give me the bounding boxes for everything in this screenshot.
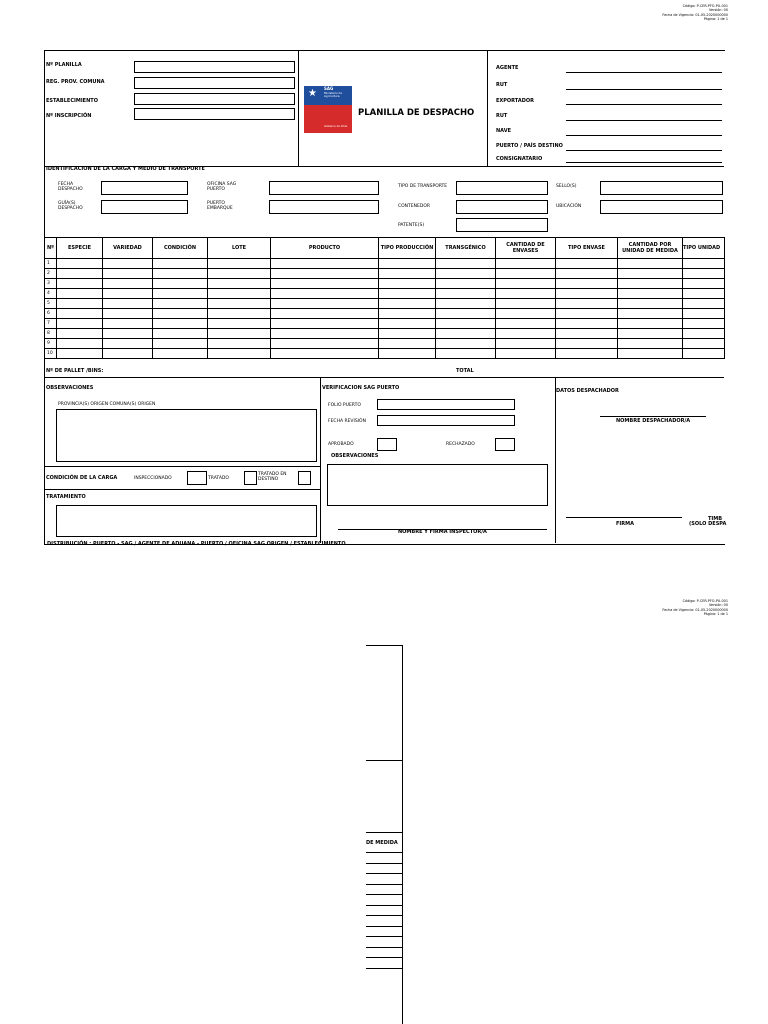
table-cell[interactable] bbox=[103, 349, 153, 359]
table-cell[interactable] bbox=[436, 329, 496, 339]
col-header: CONDICIÓN bbox=[153, 238, 208, 259]
table-cell[interactable] bbox=[271, 299, 379, 309]
table-cell[interactable] bbox=[496, 259, 556, 269]
table-cell[interactable] bbox=[436, 269, 496, 279]
table-cell[interactable] bbox=[496, 349, 556, 359]
table-cell[interactable] bbox=[103, 289, 153, 299]
table-cell[interactable] bbox=[208, 349, 271, 359]
logo-text-4: Gobierno de Chile bbox=[324, 125, 348, 128]
table-cell[interactable] bbox=[436, 289, 496, 299]
doc-code: Código: P-CER-PFO-PU-001 bbox=[682, 4, 728, 8]
guia-despacho-input[interactable] bbox=[101, 200, 188, 214]
inspector-signature-label: NOMBRE Y FIRMA INSPECTOR/A bbox=[398, 529, 487, 535]
label-oficina-sag: OFICINA SAG PUERTO bbox=[207, 182, 237, 192]
despachador-signature-line[interactable] bbox=[566, 517, 682, 518]
table-cell[interactable] bbox=[683, 299, 725, 309]
table-cell[interactable] bbox=[618, 319, 683, 329]
table-cell[interactable] bbox=[496, 289, 556, 299]
table-cell[interactable] bbox=[618, 349, 683, 359]
table-cell[interactable] bbox=[379, 259, 436, 269]
table-cell[interactable] bbox=[153, 349, 208, 359]
table-cell[interactable] bbox=[103, 309, 153, 319]
field-label-rut-agente: RUT bbox=[496, 82, 508, 88]
form-title: PLANILLA DE DESPACHO bbox=[358, 108, 475, 118]
logo-blue-block bbox=[304, 86, 322, 105]
table-cell[interactable] bbox=[556, 289, 618, 299]
oficina-sag-input[interactable] bbox=[269, 181, 379, 195]
pallet-label: Nº DE PALLET /BINS: bbox=[46, 368, 104, 374]
field-label-exportador: EXPORTADOR bbox=[496, 98, 534, 104]
logo-star-icon: ★ bbox=[308, 88, 317, 99]
table-cell[interactable] bbox=[208, 329, 271, 339]
table-cell[interactable] bbox=[153, 289, 208, 299]
divider bbox=[298, 50, 299, 166]
table-cell[interactable] bbox=[153, 309, 208, 319]
col-header: CANTIDAD POR UNIDAD DE MEDIDA bbox=[618, 238, 683, 259]
table-cell[interactable] bbox=[153, 319, 208, 329]
page2-row-line bbox=[366, 884, 402, 885]
table-cell[interactable] bbox=[208, 279, 271, 289]
table-cell[interactable] bbox=[436, 279, 496, 289]
field-label-puerto-destino: PUERTO / PAÍS DESTINO bbox=[496, 143, 563, 149]
table-cell[interactable] bbox=[271, 279, 379, 289]
table-cell[interactable] bbox=[496, 299, 556, 309]
divider bbox=[44, 489, 320, 490]
page2-row-line bbox=[366, 894, 402, 895]
table-cell[interactable] bbox=[103, 269, 153, 279]
table-cell[interactable] bbox=[683, 289, 725, 299]
table-cell[interactable] bbox=[556, 299, 618, 309]
field-label-nave: NAVE bbox=[496, 128, 511, 134]
table-cell[interactable] bbox=[379, 289, 436, 299]
reg-prov-input[interactable] bbox=[134, 77, 295, 89]
table-cell[interactable] bbox=[436, 259, 496, 269]
doc-page: Página: 1 de 1 bbox=[703, 16, 728, 21]
ubicacion-input[interactable] bbox=[600, 200, 723, 214]
table-cell[interactable] bbox=[153, 299, 208, 309]
exportador-line[interactable] bbox=[566, 104, 722, 105]
despachador-name-line[interactable] bbox=[600, 416, 706, 417]
tratamiento-textarea[interactable] bbox=[56, 505, 317, 537]
logo-red-block bbox=[304, 105, 352, 133]
condicion-title: CONDICIÓN DE LA CARGA bbox=[46, 475, 118, 481]
table-cell[interactable] bbox=[618, 259, 683, 269]
table-cell[interactable] bbox=[379, 299, 436, 309]
table-cell[interactable] bbox=[683, 349, 725, 359]
table-cell[interactable] bbox=[103, 339, 153, 349]
logo-text-1: SAG bbox=[324, 86, 334, 91]
table-cell[interactable] bbox=[57, 339, 103, 349]
folio-puerto-input[interactable] bbox=[377, 399, 515, 410]
verificacion-observaciones-label: OBSERVACIONES bbox=[331, 453, 379, 459]
planilla-input[interactable] bbox=[134, 61, 295, 73]
table-cell[interactable] bbox=[379, 349, 436, 359]
consignatario-line[interactable] bbox=[566, 162, 722, 163]
patente-input[interactable] bbox=[456, 218, 548, 232]
col-header: VARIEDAD bbox=[103, 238, 153, 259]
table-header-row bbox=[45, 238, 725, 259]
page2-header-label: DE MEDIDA bbox=[366, 840, 398, 846]
field-label-rut-exportador: RUT bbox=[496, 113, 508, 119]
page2-row-line bbox=[366, 947, 402, 948]
despachador-signature-label: FIRMA bbox=[616, 521, 634, 527]
table-cell[interactable] bbox=[618, 299, 683, 309]
table-row bbox=[45, 349, 725, 359]
table-cell[interactable] bbox=[556, 319, 618, 329]
provincia-origen-label: PROVINCIA(S) ORIGEN COMUNA(S) ORIGEN bbox=[58, 402, 156, 407]
verificacion-observaciones-textarea[interactable] bbox=[327, 464, 548, 506]
table-cell[interactable] bbox=[57, 259, 103, 269]
row-number: 4 bbox=[45, 289, 57, 299]
table-cell[interactable] bbox=[618, 329, 683, 339]
table-cell[interactable] bbox=[618, 339, 683, 349]
label-tipo-transporte: TIPO DE TRANSPORTE bbox=[398, 184, 448, 189]
table-cell[interactable] bbox=[618, 289, 683, 299]
row-number: 9 bbox=[45, 339, 57, 349]
table-cell[interactable] bbox=[103, 299, 153, 309]
table-cell[interactable] bbox=[103, 329, 153, 339]
table-row bbox=[45, 289, 725, 299]
table-cell[interactable] bbox=[57, 279, 103, 289]
table-cell[interactable] bbox=[57, 349, 103, 359]
tipo-transporte-input[interactable] bbox=[456, 181, 548, 195]
divider bbox=[487, 50, 488, 166]
label-aprobado: APROBADO bbox=[328, 442, 354, 447]
rut-agente-line[interactable] bbox=[566, 89, 722, 90]
puerto-embarque-input[interactable] bbox=[269, 200, 379, 214]
table-cell[interactable] bbox=[208, 309, 271, 319]
table-cell[interactable] bbox=[436, 349, 496, 359]
doc-version: Versión: 00 bbox=[708, 8, 728, 13]
table-cell[interactable] bbox=[57, 329, 103, 339]
page2-line bbox=[366, 832, 402, 833]
section-title-identificacion: IDENTIFICACION DE LA CARGA Y MEDIO DE TRANSPORTE bbox=[46, 166, 205, 172]
table-cell[interactable] bbox=[379, 329, 436, 339]
table-cell[interactable] bbox=[496, 319, 556, 329]
sellos-input[interactable] bbox=[600, 181, 723, 195]
label-puerto-embarque: PUERTO EMBARQUE bbox=[207, 201, 233, 211]
despachador-name-label: NOMBRE DESPACHADOR/A bbox=[616, 418, 691, 424]
table-cell[interactable] bbox=[153, 269, 208, 279]
row-number: 2 bbox=[45, 269, 57, 279]
tratamiento-title: TRATAMIENTO bbox=[46, 494, 86, 500]
table-cell[interactable] bbox=[208, 339, 271, 349]
table-cell[interactable] bbox=[57, 289, 103, 299]
fecha-despacho-input[interactable] bbox=[101, 181, 188, 195]
page2-row-line bbox=[366, 852, 402, 853]
table-cell[interactable] bbox=[379, 339, 436, 349]
table-cell[interactable] bbox=[271, 309, 379, 319]
row-number: 3 bbox=[45, 279, 57, 289]
total-label: TOTAL bbox=[456, 368, 474, 374]
label-tratado: TRATADO bbox=[208, 476, 229, 481]
table-cell[interactable] bbox=[153, 339, 208, 349]
table-cell[interactable] bbox=[208, 319, 271, 329]
table-cell[interactable] bbox=[271, 329, 379, 339]
tratado-checkbox[interactable] bbox=[244, 471, 257, 485]
inspeccionado-checkbox[interactable] bbox=[187, 471, 207, 485]
table-cell[interactable] bbox=[153, 329, 208, 339]
doc-validity: Fecha de Vigencia: 01-05-2020000000 bbox=[662, 607, 728, 612]
field-label-planilla: Nº PLANILLA bbox=[46, 62, 82, 68]
table-cell[interactable] bbox=[103, 319, 153, 329]
row-number: 8 bbox=[45, 329, 57, 339]
table-cell[interactable] bbox=[153, 279, 208, 289]
row-number: 1 bbox=[45, 259, 57, 269]
label-rechazado: RECHAZADO bbox=[446, 442, 475, 447]
table-cell[interactable] bbox=[496, 279, 556, 289]
contenedor-input[interactable] bbox=[456, 200, 548, 214]
table-cell[interactable] bbox=[271, 319, 379, 329]
label-tratado-destino: TRATADO EN DESTINO bbox=[258, 472, 287, 482]
doc-validity: Fecha de Vigencia: 01-05-2020000000 bbox=[662, 12, 728, 17]
col-header: TIPO UNIDAD bbox=[683, 238, 725, 259]
table-cell[interactable] bbox=[683, 329, 725, 339]
table-cell[interactable] bbox=[496, 329, 556, 339]
table-cell[interactable] bbox=[436, 299, 496, 309]
col-header: PRODUCTO bbox=[271, 238, 379, 259]
table-cell[interactable] bbox=[556, 349, 618, 359]
table-cell[interactable] bbox=[379, 319, 436, 329]
observaciones-title: OBSERVACIONES bbox=[46, 385, 94, 391]
page2-row-line bbox=[366, 926, 402, 927]
table-cell[interactable] bbox=[57, 269, 103, 279]
table-row bbox=[45, 299, 725, 309]
page2-row-line bbox=[366, 915, 402, 916]
table-cell[interactable] bbox=[618, 269, 683, 279]
table-row bbox=[45, 269, 725, 279]
table-cell[interactable] bbox=[103, 279, 153, 289]
col-header: Nº bbox=[45, 238, 57, 259]
table-row bbox=[45, 309, 725, 319]
divider bbox=[320, 377, 321, 543]
table-cell[interactable] bbox=[436, 339, 496, 349]
col-header: CANTIDAD DE ENVASES bbox=[496, 238, 556, 259]
page2-row-line bbox=[366, 873, 402, 874]
table-cell[interactable] bbox=[153, 259, 208, 269]
label-fecha-revision: FECHA REVISIÓN bbox=[328, 419, 366, 424]
doc-page: Página: 1 de 1 bbox=[703, 611, 728, 616]
label-patente: PATENTE(S) bbox=[398, 223, 425, 228]
field-label-agente: AGENTE bbox=[496, 65, 519, 71]
doc-version: Versión: 00 bbox=[708, 603, 728, 608]
table-cell[interactable] bbox=[683, 309, 725, 319]
row-number: 7 bbox=[45, 319, 57, 329]
page2-line bbox=[366, 645, 402, 646]
agente-line[interactable] bbox=[566, 72, 722, 73]
doc-code: Código: P-CER-PFO-PU-001 bbox=[682, 599, 728, 603]
table-cell[interactable] bbox=[496, 339, 556, 349]
table-cell[interactable] bbox=[271, 259, 379, 269]
table-cell[interactable] bbox=[271, 289, 379, 299]
table-cell[interactable] bbox=[271, 269, 379, 279]
page2-right-border bbox=[402, 645, 403, 1024]
table-cell[interactable] bbox=[556, 259, 618, 269]
puerto-destino-line[interactable] bbox=[566, 150, 722, 151]
document-code-header bbox=[662, 4, 728, 21]
label-sellos: SELLO(S) bbox=[556, 184, 577, 189]
page2-row-line bbox=[366, 905, 402, 906]
table-body bbox=[45, 259, 725, 359]
page2-row-line bbox=[366, 968, 402, 969]
distribucion-footer: DISTRIBUCIÓN : PUERTO - SAG / AGENTE DE ADUANA - PUERTO / OFICINA SAG ORIGEN / ESTABLECIMIENTO bbox=[47, 541, 346, 547]
row-number: 6 bbox=[45, 309, 57, 319]
table-cell[interactable] bbox=[271, 349, 379, 359]
col-header: TRANSGÉNICO bbox=[436, 238, 496, 259]
establecimiento-input[interactable] bbox=[134, 93, 295, 105]
field-label-inscripcion: Nº INSCRIPCIÓN bbox=[46, 113, 92, 119]
label-ubicacion: UBICACIÓN bbox=[556, 204, 582, 209]
row-number: 10 bbox=[45, 349, 57, 359]
table-row bbox=[45, 259, 725, 269]
nave-line[interactable] bbox=[566, 135, 722, 136]
timbre-label-2: (SOLO DESPA bbox=[689, 521, 727, 527]
page2-row-line bbox=[366, 957, 402, 958]
field-label-establecimiento: ESTABLECIMIENTO bbox=[46, 98, 98, 104]
table-row bbox=[45, 329, 725, 339]
despachador-title: DATOS DESPACHADOR bbox=[556, 388, 619, 394]
divider bbox=[44, 377, 724, 378]
table-cell[interactable] bbox=[556, 329, 618, 339]
table-cell[interactable] bbox=[208, 269, 271, 279]
table-cell[interactable] bbox=[683, 319, 725, 329]
logo-text-3: Agricultura bbox=[324, 94, 340, 98]
table-cell[interactable] bbox=[208, 289, 271, 299]
field-label-consignatario: CONSIGNATARIO bbox=[496, 156, 543, 162]
table-cell[interactable] bbox=[208, 259, 271, 269]
rut-exportador-line[interactable] bbox=[566, 120, 722, 121]
label-folio-puerto: FOLIO PUERTO bbox=[328, 403, 361, 408]
table-cell[interactable] bbox=[103, 259, 153, 269]
table-cell[interactable] bbox=[379, 279, 436, 289]
table-cell[interactable] bbox=[208, 299, 271, 309]
table-cell[interactable] bbox=[556, 339, 618, 349]
aprobado-checkbox[interactable] bbox=[377, 438, 397, 451]
row-number: 5 bbox=[45, 299, 57, 309]
table-cell[interactable] bbox=[683, 259, 725, 269]
table-cell[interactable] bbox=[556, 269, 618, 279]
table-row bbox=[45, 279, 725, 289]
table-cell[interactable] bbox=[57, 319, 103, 329]
table-cell[interactable] bbox=[57, 309, 103, 319]
table-cell[interactable] bbox=[683, 339, 725, 349]
table-cell[interactable] bbox=[379, 269, 436, 279]
divider bbox=[555, 377, 556, 543]
table-cell[interactable] bbox=[683, 279, 725, 289]
table-cell[interactable] bbox=[57, 299, 103, 309]
table-cell[interactable] bbox=[618, 309, 683, 319]
fecha-revision-input[interactable] bbox=[377, 415, 515, 426]
table-cell[interactable] bbox=[618, 279, 683, 289]
timbre-label: TIMB bbox=[708, 516, 723, 522]
sag-logo bbox=[304, 86, 352, 133]
table-cell[interactable] bbox=[496, 269, 556, 279]
table-row bbox=[45, 319, 725, 329]
page2-row-line bbox=[366, 936, 402, 937]
tratado-destino-checkbox[interactable] bbox=[298, 471, 311, 485]
col-header: TIPO PRODUCCIÓN bbox=[379, 238, 436, 259]
document-code-header-2 bbox=[662, 599, 728, 616]
col-header: LOTE bbox=[208, 238, 271, 259]
label-contenedor: CONTENEDOR bbox=[398, 204, 430, 209]
logo-text-2: Ministerio de bbox=[324, 91, 343, 95]
table-cell[interactable] bbox=[436, 319, 496, 329]
inscripcion-input[interactable] bbox=[134, 108, 295, 120]
table-cell[interactable] bbox=[556, 309, 618, 319]
label-fecha-despacho: FECHA DESPACHO bbox=[58, 182, 83, 192]
col-header: ESPECIE bbox=[57, 238, 103, 259]
table-cell[interactable] bbox=[496, 309, 556, 319]
table-cell[interactable] bbox=[556, 279, 618, 289]
logo-text-block bbox=[322, 86, 352, 105]
table-cell[interactable] bbox=[271, 339, 379, 349]
field-label-reg-prov: REG. PROV. COMUNA bbox=[46, 79, 105, 85]
table-cell[interactable] bbox=[436, 309, 496, 319]
col-header: TIPO ENVASE bbox=[556, 238, 618, 259]
observaciones-textarea[interactable] bbox=[56, 409, 317, 462]
divider bbox=[44, 466, 320, 467]
table-cell[interactable] bbox=[683, 269, 725, 279]
page2-row-line bbox=[366, 863, 402, 864]
label-guia-despacho: GUÍA(S) DESPACHO bbox=[58, 201, 83, 211]
verificacion-title: VERIFICACION SAG PUERTO bbox=[322, 385, 400, 391]
table-row bbox=[45, 339, 725, 349]
rechazado-checkbox[interactable] bbox=[495, 438, 515, 451]
page2-line bbox=[366, 760, 402, 761]
table-cell[interactable] bbox=[379, 309, 436, 319]
product-table bbox=[44, 237, 725, 359]
label-inspeccionado: INSPECCIONADO bbox=[134, 476, 172, 481]
